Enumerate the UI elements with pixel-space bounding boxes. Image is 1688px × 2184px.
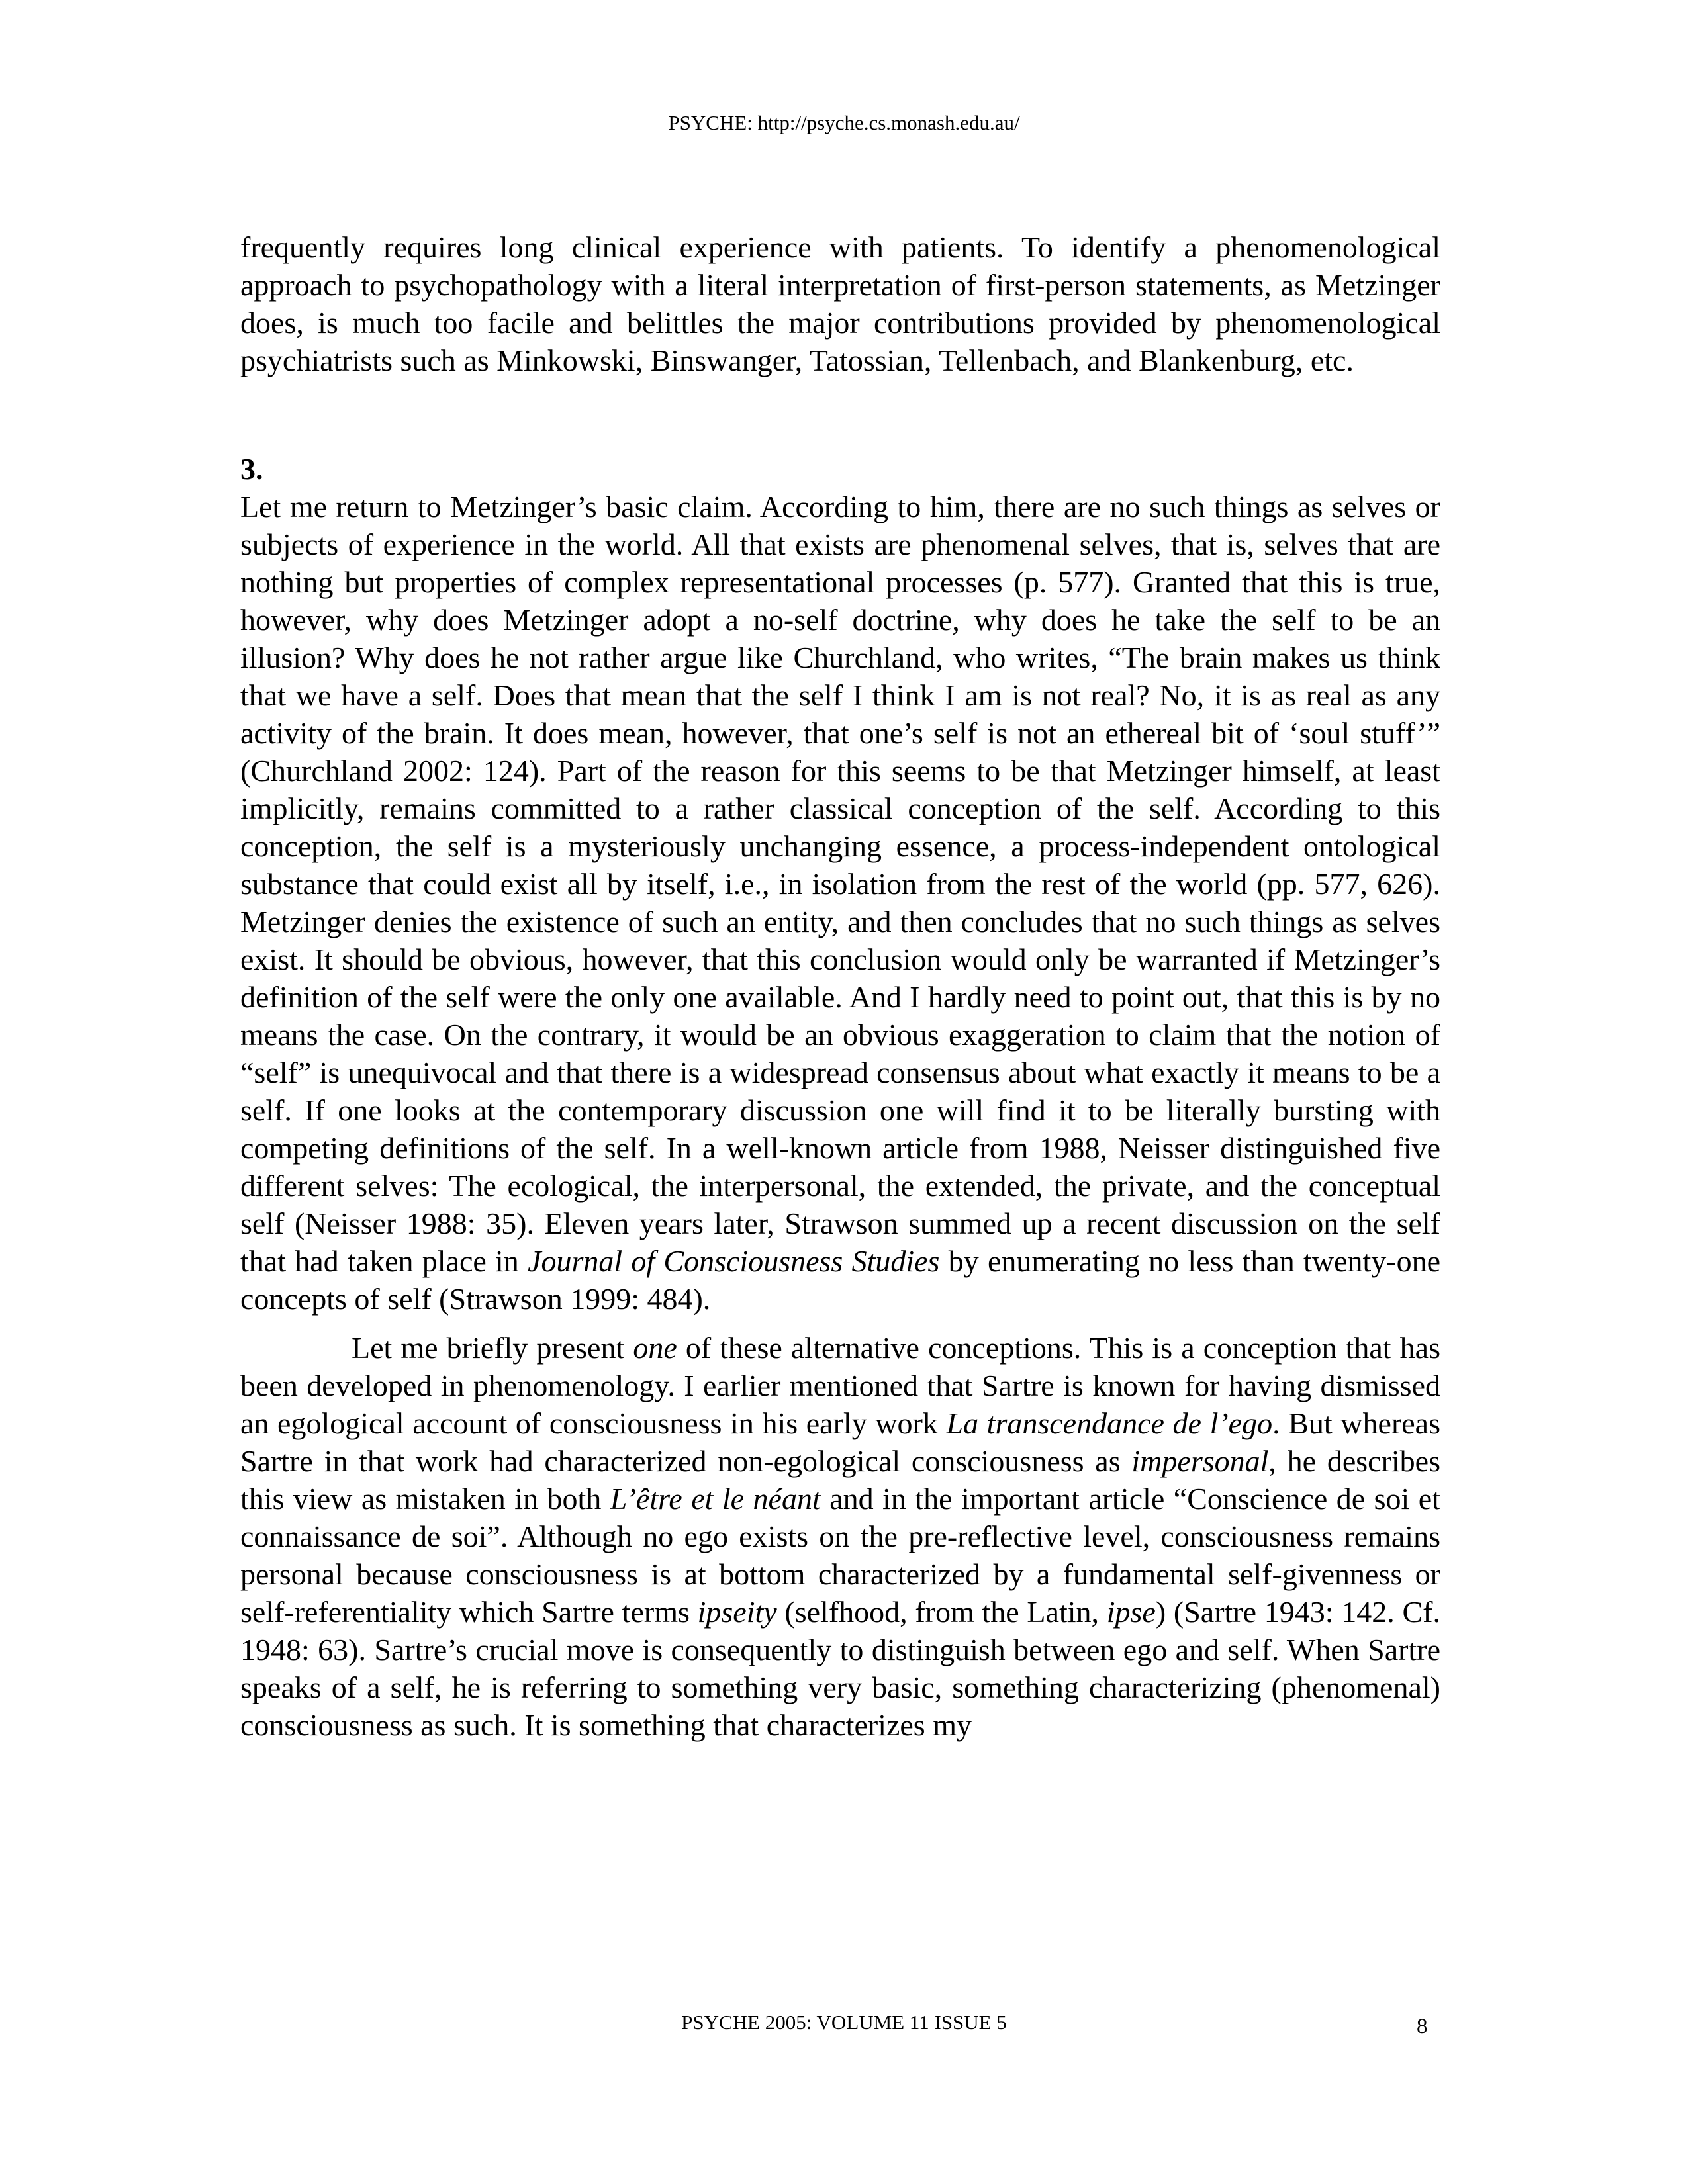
italic-ipse: ipse	[1106, 1595, 1156, 1629]
paragraph-3-text-b: of these alternative conceptions. This is a conception that has been developed in phenomenology. I earlier mentioned that Sartre is known for having dismissed an egological account of consciousness in his early work	[240, 1331, 1440, 1440]
paragraph-3	[240, 1329, 1440, 1744]
italic-impersonal: impersonal	[1131, 1444, 1269, 1478]
journal-title: Journal of Consciousness Studies	[528, 1244, 940, 1278]
paragraph-3-text-a: Let me briefly present	[352, 1331, 633, 1365]
paragraph-3-text-d: , he describes this view as mistaken in both	[240, 1444, 1441, 1516]
paragraph-2-text-b: by enumerating no less than twenty-one concepts of self (Strawson 1999: 484).	[240, 1244, 1440, 1316]
body-text	[240, 228, 1440, 1744]
paragraph-3-text-f: (selfhood, from the Latin,	[776, 1595, 1107, 1629]
page-number: 8	[1417, 2015, 1428, 2038]
italic-one: one	[633, 1331, 677, 1365]
paragraph-3-text-c: . But whereas Sartre in that work had characterized non-egological consciousness as	[240, 1406, 1440, 1478]
italic-ipseity: ipseity	[697, 1595, 777, 1629]
running-header: PSYCHE: http://psyche.cs.monash.edu.au/	[668, 111, 1020, 134]
paragraph-3-text-e: and in the important article “Conscience de soi et connaissance de soi”. Although no ego exists on the pre-reflective level, consciousness remains personal because consciousness is at bottom characterized by a fundamental self-givenness or self-referentiality which Sartre terms	[240, 1482, 1440, 1629]
paragraph-1: frequently requires long clinical experience with patients. To identify a phenomenological approach to psychopathology with a literal interpretation of first-person statements, as Metzinger does, is much too facile and belittles the major contributions provided by phenomenological psychiatrists such as Minkowski, Binswanger, Tatossian, Tellenbach, and Blankenburg, etc.	[240, 230, 1440, 377]
paragraph-2	[240, 488, 1440, 1318]
paragraph-3-text-g: ) (Sartre 1943: 142. Cf. 1948: 63). Sartre’s crucial move is consequently to distinguish between ego and self. When Sartre speaks of a self, he is referring to something very basic, something characterizing (phenomenal) consciousness as such. It is something that characterizes my	[240, 1595, 1440, 1742]
paragraph-2-text-a: Let me return to Metzinger’s basic claim. According to him, there are no such things as selves or subjects of experience in the world. All that exists are phenomenal selves, that is, selves that are nothing but properties of complex representational processes (p. 577). Granted that this is true, however, why does Metzinger adopt a no-self doctrine, why does he take the self to be an illusion? Why does he not rather argue like Churchland, who writes, “The brain makes us think that we have a self. Does that mean that the self I think I am is not real? No, it is as real as any activity of the brain. It does mean, however, that one’s self is not an ethereal bit of ‘soul stuff’” (Churchland 2002: 124). Part of the reason for this seems to be that Metzinger himself, at least implicitly, remains committed to a rather classical conception of the self. According to this conception, the self is a mysteriously unchanging essence, a process-independent ontological substance that could exist all by itself, i.e., in isolation from the rest of the world (pp. 577, 626). Metzinger denies the existence of such an entity, and then concludes that no such things as selves exist. It should be obvious, however, that this conclusion would only be warranted if Metzinger’s definition of the self were the only one available. And I hardly need to point out, that this is by no means the case. On the contrary, it would be an obvious exaggeration to claim that the notion of “self” is unequivocal and that there is a widespread consensus about what exactly it means to be a self. If one looks at the contemporary discussion one will find it to be literally bursting with competing definitions of the self. In a well-known article from 1988, Neisser distinguished five different selves: The ecological, the interpersonal, the extended, the private, and the conceptual self (Neisser 1988: 35). Eleven years later, Strawson summed up a recent discussion on the self that had taken place in	[240, 490, 1440, 1278]
italic-letre-et-le-neant: L’être et le néant	[610, 1482, 821, 1516]
italic-la-transcendance: La transcendance de l’ego	[946, 1406, 1273, 1440]
running-footer: PSYCHE 2005: VOLUME 11 ISSUE 5	[681, 2011, 1007, 2034]
section-heading: 3.	[240, 452, 263, 486]
